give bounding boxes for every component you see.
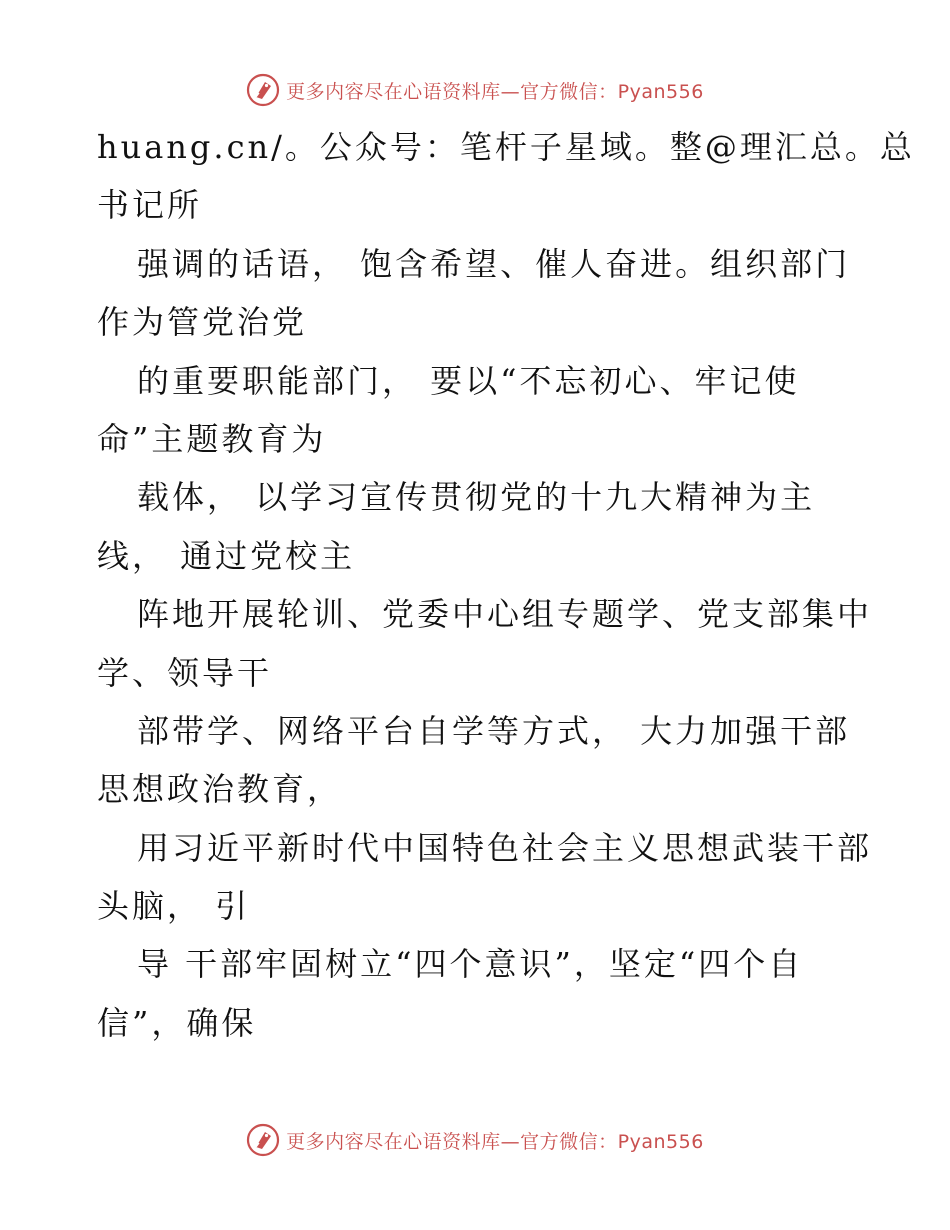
body-line: 阵地开展轮训、党委中心组专题学、党支部集中 <box>137 595 873 634</box>
pen-nib-logo-icon <box>246 73 280 107</box>
footer-banner-text: 更多内容尽在心语资料库—官方微信：Pyan556 <box>286 1130 704 1153</box>
pen-nib-logo-icon <box>246 1123 280 1157</box>
body-line: 导 干部牢固树立“四个意识”，坚定“四个自 <box>137 945 804 984</box>
body-line: 信”，确保 <box>97 1003 257 1042</box>
body-line: 载体， 以学习宣传贯彻党的十九大精神为主 <box>137 478 816 517</box>
body-line: 学、领导干 <box>97 653 273 692</box>
body-line: 线， 通过党校主 <box>97 536 356 575</box>
header-banner <box>0 70 950 110</box>
document-body <box>97 118 915 1052</box>
body-line: 命”主题教育为 <box>97 419 327 458</box>
body-line: huang.cn/。公众号：笔杆子星域。整@理汇总。总 <box>97 128 915 166</box>
header-banner-text: 更多内容尽在心语资料库—官方微信：Pyan556 <box>286 80 704 103</box>
body-line: 强调的话语， 饱含希望、催人奋进。组织部门 <box>137 244 851 283</box>
body-line: 思想政治教育， <box>97 770 343 809</box>
body-line: 作为管党治党 <box>97 303 308 342</box>
body-line: 用习近平新时代中国特色社会主义思想武装干部 <box>137 828 873 867</box>
body-line: 部带学、网络平台自学等方式， 大力加强干部 <box>137 711 851 750</box>
body-line: 书记所 <box>97 186 203 225</box>
body-line: 的重要职能部门， 要以“不忘初心、牢记使 <box>137 361 800 400</box>
footer-banner <box>0 1120 950 1160</box>
body-line: 头脑， 引 <box>97 887 251 926</box>
